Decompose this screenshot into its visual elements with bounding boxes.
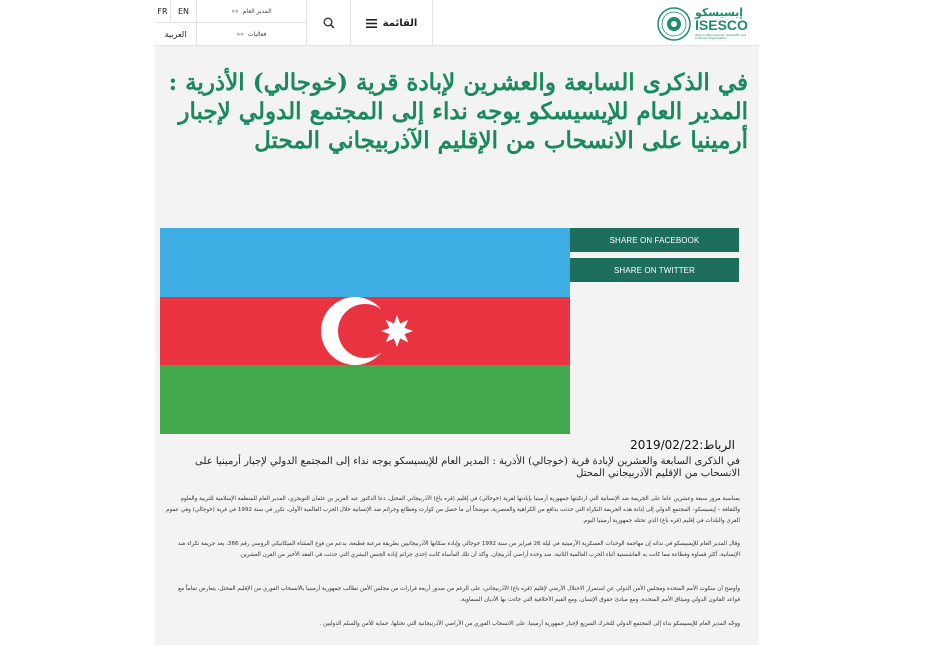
menu-button[interactable] [351,0,433,46]
activities-link[interactable] [197,23,307,46]
article-title: في الذكرى السابعة والعشرين لإبادة قرية (خوجالي) الأذرية : المدير العام للإيسيسكو يوجه نداء إلى المجتمع الدولي لإجبار أرمينيا على الانسحاب من الإقليم الآذربيجاني المحتل [168,69,748,154]
menu-label: القائمة [382,17,418,29]
site-header [155,0,759,46]
article-paragraph: وقال المدير العام للإيسيسكو في ندائه إن مهاجمة الوحدات العسكرية الأرمينية في ليلة 26 فبراير من سنة 1992 خوجالي وإبادة سكانها الآذربيجانيين بطريقة مرعبة فظيعة، بدعم من فوج المشاة الميكانيكي الروسي رقم 366، يعد جريمة نكراء ضد الإنسانية، أكثر قساوة وفظاعة مما كانت به الفاشستية أثناء الحرب العالمية الثانية، ضد وحدة أراضي آذربيجان. وأكد أن تلك المأساة كانت إحدى جرائم إبادة الجنس البشري التي حدثت في العقد الأخير من القرن العشرين. [177,541,740,558]
logo-arabic-text: إيسيسكو [695,6,744,19]
article-date: الرباط:2019/02/22 [630,438,735,452]
share-twitter-button[interactable]: SHARE ON TWITTER [570,258,739,282]
chevron-double-icon: »» [236,31,244,38]
chevron-double-icon: »» [231,7,239,15]
article-paragraph: بمناسبة مرور سبعة وعشرين عاما على الجريمة ضد الإنسانية التي ارتكبتها جمهورية أرمينيا بإبادتها لقرية (خوجالي) في إقليم (قره باغ) الآذربيجاني المحتل، دعا الدكتور عبد العزيز بن عثمان التويجري، المدير العام للمنظمة الإسلامية للتربية والعلوم والثقافة – إيسيسكو– المجتمع الدولي إلى إدانة هذه الجريمة النكراء التي حدثت بدافع من الكراهية والعنصرية، موضحاً أن ما حصل من كوارث وفظائع وجرائم ضد الإنسانية خلال الحرب العالمية الأولى، تكرر في سنة 1992 في قرية (خوجالي) وفي عموم القرى والبلدات في إقليم (قره باغ) الذي تحتله جمهورية أرمينيا اليوم. [166,496,740,524]
article-paragraph: ووجّه المدير العام للإيسيسكو نداء إلى المجتمع الدولي للتحرك السريع لإجبار جمهورية أرمينيا، على الانسحاب الفوري من الأراضي الآذربيجانية التي تحتلها، حماية للأمن والسلم الدوليين . [319,621,740,627]
isesco-emblem-icon [657,7,691,41]
article-content [155,46,759,645]
hamburger-icon [366,19,377,28]
article-subtitle: في الذكرى السابعة والعشرين لإبادة قرية (خوجالي) الأذرية : المدير العام للإيسيسكو يوجه نداء إلى المجتمع الدولي لإجبار أرمينيا على الانسحاب من الإقليم الآذربيجاني المحتل [195,456,740,479]
lang-ar-link[interactable]: العربية [155,23,197,46]
azerbaijan-flag-image [160,228,570,434]
share-facebook-button[interactable]: SHARE ON FACEBOOK [570,228,739,252]
director-general-link[interactable] [197,0,307,23]
search-button[interactable] [307,0,351,46]
director-general-label: المدير العام [242,7,272,15]
activities-label: فعاليات [247,31,267,38]
crescent-star-icon [160,228,570,434]
isesco-logo[interactable] [657,6,757,42]
lang-fr-link[interactable]: FR [155,0,171,23]
logo-subtitle: Islamic Educational, Scientific and Cultural Organization [695,33,747,40]
article-paragraph: وأوضح أن سكوت الأمم المتحدة ومجلس الأمن الدولي عن استمرار الاحتلال الأرمني لإقليم (قره باغ) الآذربيجاني، على الرغم من صدور أربعة قرارات من مجلس الأمن تطالب جمهورية أرمينيا بالانسحاب الفوري من الإقليم المحتل، يتعارض تماماً مع قواعد القانون الدولي وميثاق الأمم المتحدة، ومع مبادئ حقوق الإنسان، ومع القيم الأخلاقية التي جاءت بها الأديان السماوية. [178,586,740,603]
search-icon [323,17,335,29]
logo-english-text: ISESCO [695,17,748,33]
lang-en-link[interactable]: EN [171,0,197,23]
